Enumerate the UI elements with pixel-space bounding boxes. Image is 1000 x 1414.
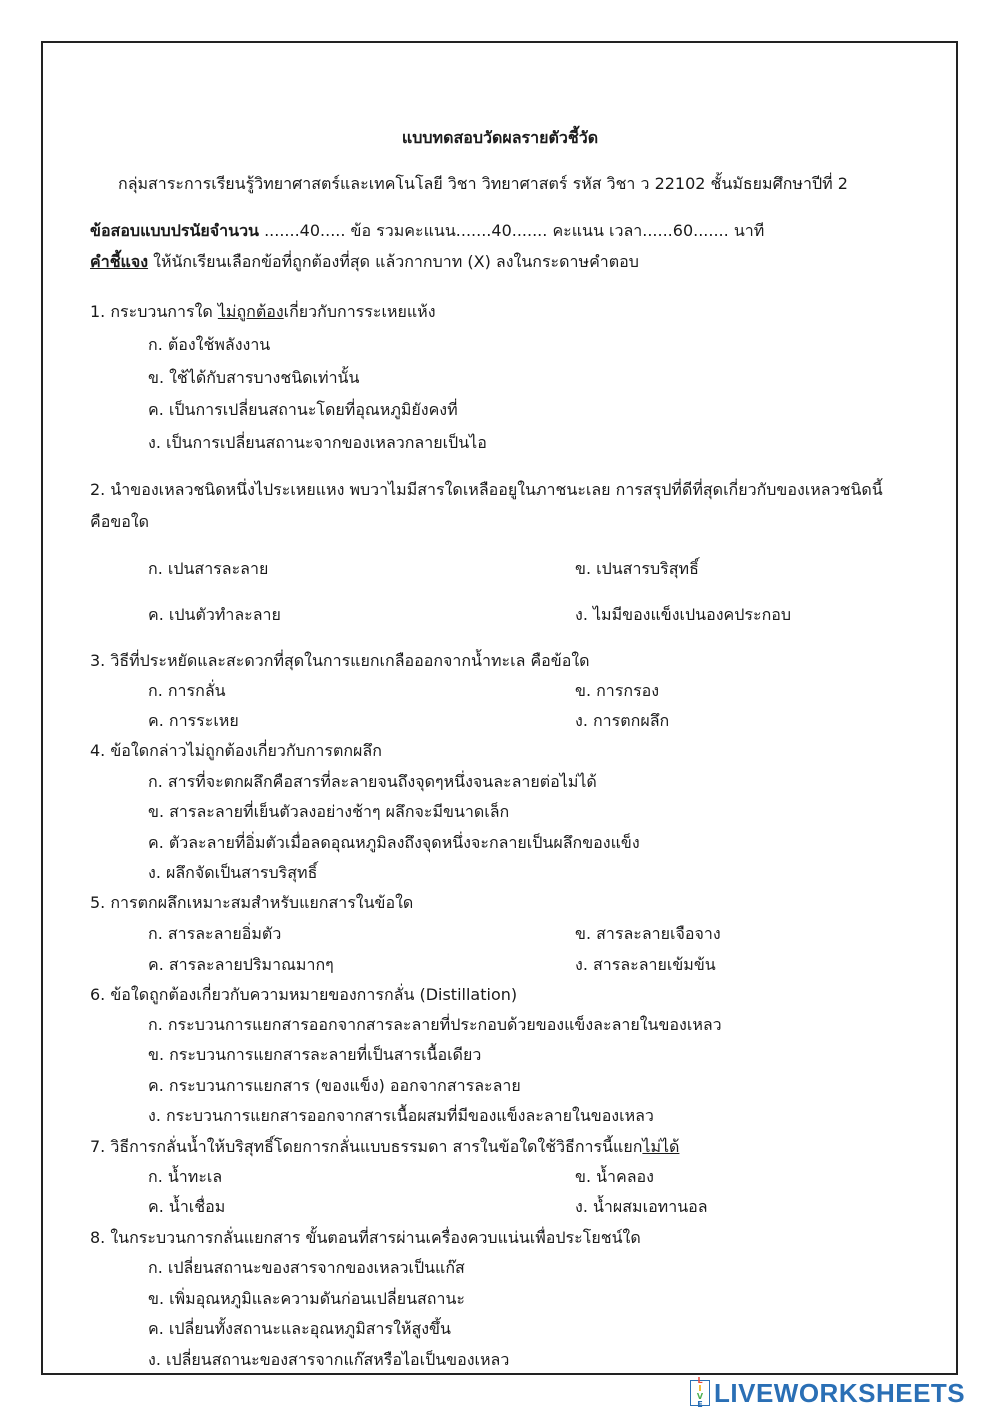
question-6-option-c[interactable]: ค. กระบวนการแยกสาร (ของแข็ง) ออกจากสารละลาย (148, 1076, 521, 1095)
question-7 (90, 1136, 679, 1158)
question-4-option-c[interactable]: ค. ตัวละลายที่อิ่มตัวเมื่อลดอุณหภูมิลงถึงจุดหนึ่งจะกลายเป็นผลึกของแข็ง (148, 833, 640, 852)
question-7-emphasis: ไม่ได้ (642, 1137, 680, 1156)
question-8-option-c[interactable]: ค. เปลี่ยนทั้งสถานะและอุณหภูมิสารให้สูงขึ้น (148, 1319, 451, 1338)
question-3-option-c[interactable]: ค. การระเหย (148, 711, 239, 730)
question-7-option-a[interactable]: ก. น้ำทะเล (148, 1167, 223, 1186)
question-4-option-a[interactable]: ก. สารที่จะตกผลึกคือสารที่ละลายจนถึงจุดๆหนึ่งจนละลายต่อไม่ได้ (148, 772, 597, 791)
question-8-option-d[interactable]: ง. เปลี่ยนสถานะของสารจากแก๊สหรือไอเป็นของเหลว (148, 1350, 510, 1369)
question-6-option-d[interactable]: ง. กระบวนการแยกสารออกจากสารเนื้อผสมที่มีของแข็งละลายในของเหลว (148, 1106, 654, 1125)
question-7-option-c[interactable]: ค. น้ำเชื่อม (148, 1197, 226, 1216)
question-8-option-b[interactable]: ข. เพิ่มอุณหภูมิและความดันก่อนเปลี่ยนสถานะ (148, 1289, 465, 1308)
question-7-option-d[interactable]: ง. น้ำผสมเอทานอล (575, 1197, 708, 1216)
question-5: 5. การตกผลึกเหมาะสมสำหรับแยกสารในข้อใด (90, 893, 414, 912)
question-3: 3. วิธีที่ประหยัดและสะดวกที่สุดในการแยกเกลือออกจากน้ำทะเล คือข้อใด (90, 651, 590, 670)
question-1-text-end: เกี่ยวกับการระเหยแห้ง (283, 302, 436, 321)
question-8-option-a[interactable]: ก. เปลี่ยนสถานะของสารจากของเหลวเป็นแก๊ส (148, 1258, 465, 1277)
question-5-option-a[interactable]: ก. สารละลายอิ่มตัว (148, 924, 282, 943)
liveworksheets-logo[interactable] (690, 1376, 965, 1410)
question-2-option-a[interactable]: ก. เปนสารละลาย (148, 559, 269, 578)
exam-info (90, 220, 764, 242)
question-2-line-1: 2. นำของเหลวชนิดหนึ่งไประเหยแหง พบวาไมมีสารใดเหลืออยูในภาชนะเลย การสรุปที่ดีที่สุดเกี่ยวกับของเหลวชนิดนี้ (90, 480, 883, 499)
question-4: 4. ข้อใดกล่าวไม่ถูกต้องเกี่ยวกับการตกผลึก (90, 741, 382, 760)
question-3-option-a[interactable]: ก. การกลั่น (148, 681, 226, 700)
badge-letter: V (696, 1392, 704, 1401)
question-2-option-c[interactable]: ค. เปนตัวทำละลาย (148, 605, 281, 624)
question-6: 6. ข้อใดถูกต้องเกี่ยวกับความหมายของการกลั่น (Distillation) (90, 985, 518, 1004)
question-6-option-b[interactable]: ข. กระบวนการแยกสารละลายที่เป็นสารเนื้อเดียว (148, 1045, 482, 1064)
question-5-option-b[interactable]: ข. สารละลายเจือจาง (575, 924, 721, 943)
question-1-option-b[interactable]: ข. ใช้ได้กับสารบางชนิดเท่านั้น (148, 368, 360, 387)
question-2-line-2: คือขอใด (90, 512, 150, 531)
question-6-option-a[interactable]: ก. กระบวนการแยกสารออกจากสารละลายที่ประกอบด้วยของแข็งละลายในของเหลว (148, 1015, 722, 1034)
instruction-text: ให้นักเรียนเลือกข้อที่ถูกต้องที่สุด แล้วกากบาท (X) ลงในกระดาษคำตอบ (148, 252, 639, 271)
badge-letter: E (697, 1400, 703, 1409)
question-1-option-d[interactable]: ง. เป็นการเปลี่ยนสถานะจากของเหลวกลายเป็นไอ (148, 433, 487, 452)
question-4-option-d[interactable]: ง. ผลึกจัดเป็นสารบริสุทธิ์ (148, 863, 318, 882)
question-1-emphasis: ไม่ถูกต้อง (217, 302, 284, 321)
question-3-option-d[interactable]: ง. การตกผลึก (575, 711, 670, 730)
badge-letter: I (698, 1384, 702, 1393)
instruction (90, 251, 639, 273)
logo-text: LIVEWORKSHEETS (714, 1377, 966, 1408)
question-1-text: 1. กระบวนการใด (90, 302, 218, 321)
question-5-option-d[interactable]: ง. สารละลายเข้มข้น (575, 955, 716, 974)
live-badge-icon (690, 1376, 710, 1409)
question-2-option-d[interactable]: ง. ไมมีของแข็งเปนองคประกอบ (575, 605, 792, 624)
exam-info-text: .......40..... ข้อ รวมคะแนน.......40....... คะแนน เวลา......60....... นาที (258, 221, 765, 240)
question-1-option-c[interactable]: ค. เป็นการเปลี่ยนสถานะโดยที่อุณหภูมิยังคงที่ (148, 400, 458, 419)
question-1-option-a[interactable]: ก. ต้องใช้พลังงาน (148, 335, 271, 354)
question-8: 8. ในกระบวนการกลั่นแยกสาร ขั้นตอนที่สารผ่านเครื่องควบแน่นเพื่อประโยชน์ใด (90, 1228, 641, 1247)
question-1 (90, 301, 436, 323)
question-3-option-b[interactable]: ข. การกรอง (575, 681, 660, 700)
subject-line: กลุ่มสาระการเรียนรู้วิทยาศาสตร์และเทคโนโลยี วิชา วิทยาศาสตร์ รหัส วิชา ว 22102 ชั้นมัธยมศึกษาปีที่ 2 (118, 174, 848, 193)
instruction-label: คำชี้แจง (90, 252, 149, 271)
question-4-option-b[interactable]: ข. สารละลายที่เย็นตัวลงอย่างช้าๆ ผลึกจะมีขนาดเล็ก (148, 802, 510, 821)
question-5-option-c[interactable]: ค. สารละลายปริมาณมากๆ (148, 955, 334, 974)
question-2-option-b[interactable]: ข. เปนสารบริสุทธิ์ (575, 559, 699, 578)
worksheet-title: แบบทดสอบวัดผลรายตัวชี้วัด (401, 128, 599, 147)
badge-letter: L (697, 1376, 703, 1385)
question-7-text: 7. วิธีการกลั่นน้ำให้บริสุทธิ์โดยการกลั่นแบบธรรมดา สารในข้อใดใช้วิธีการนี้แยก (90, 1137, 643, 1156)
question-7-option-b[interactable]: ข. น้ำคลอง (575, 1167, 654, 1186)
exam-info-label: ข้อสอบแบบปรนัยจำนวน (90, 221, 259, 240)
